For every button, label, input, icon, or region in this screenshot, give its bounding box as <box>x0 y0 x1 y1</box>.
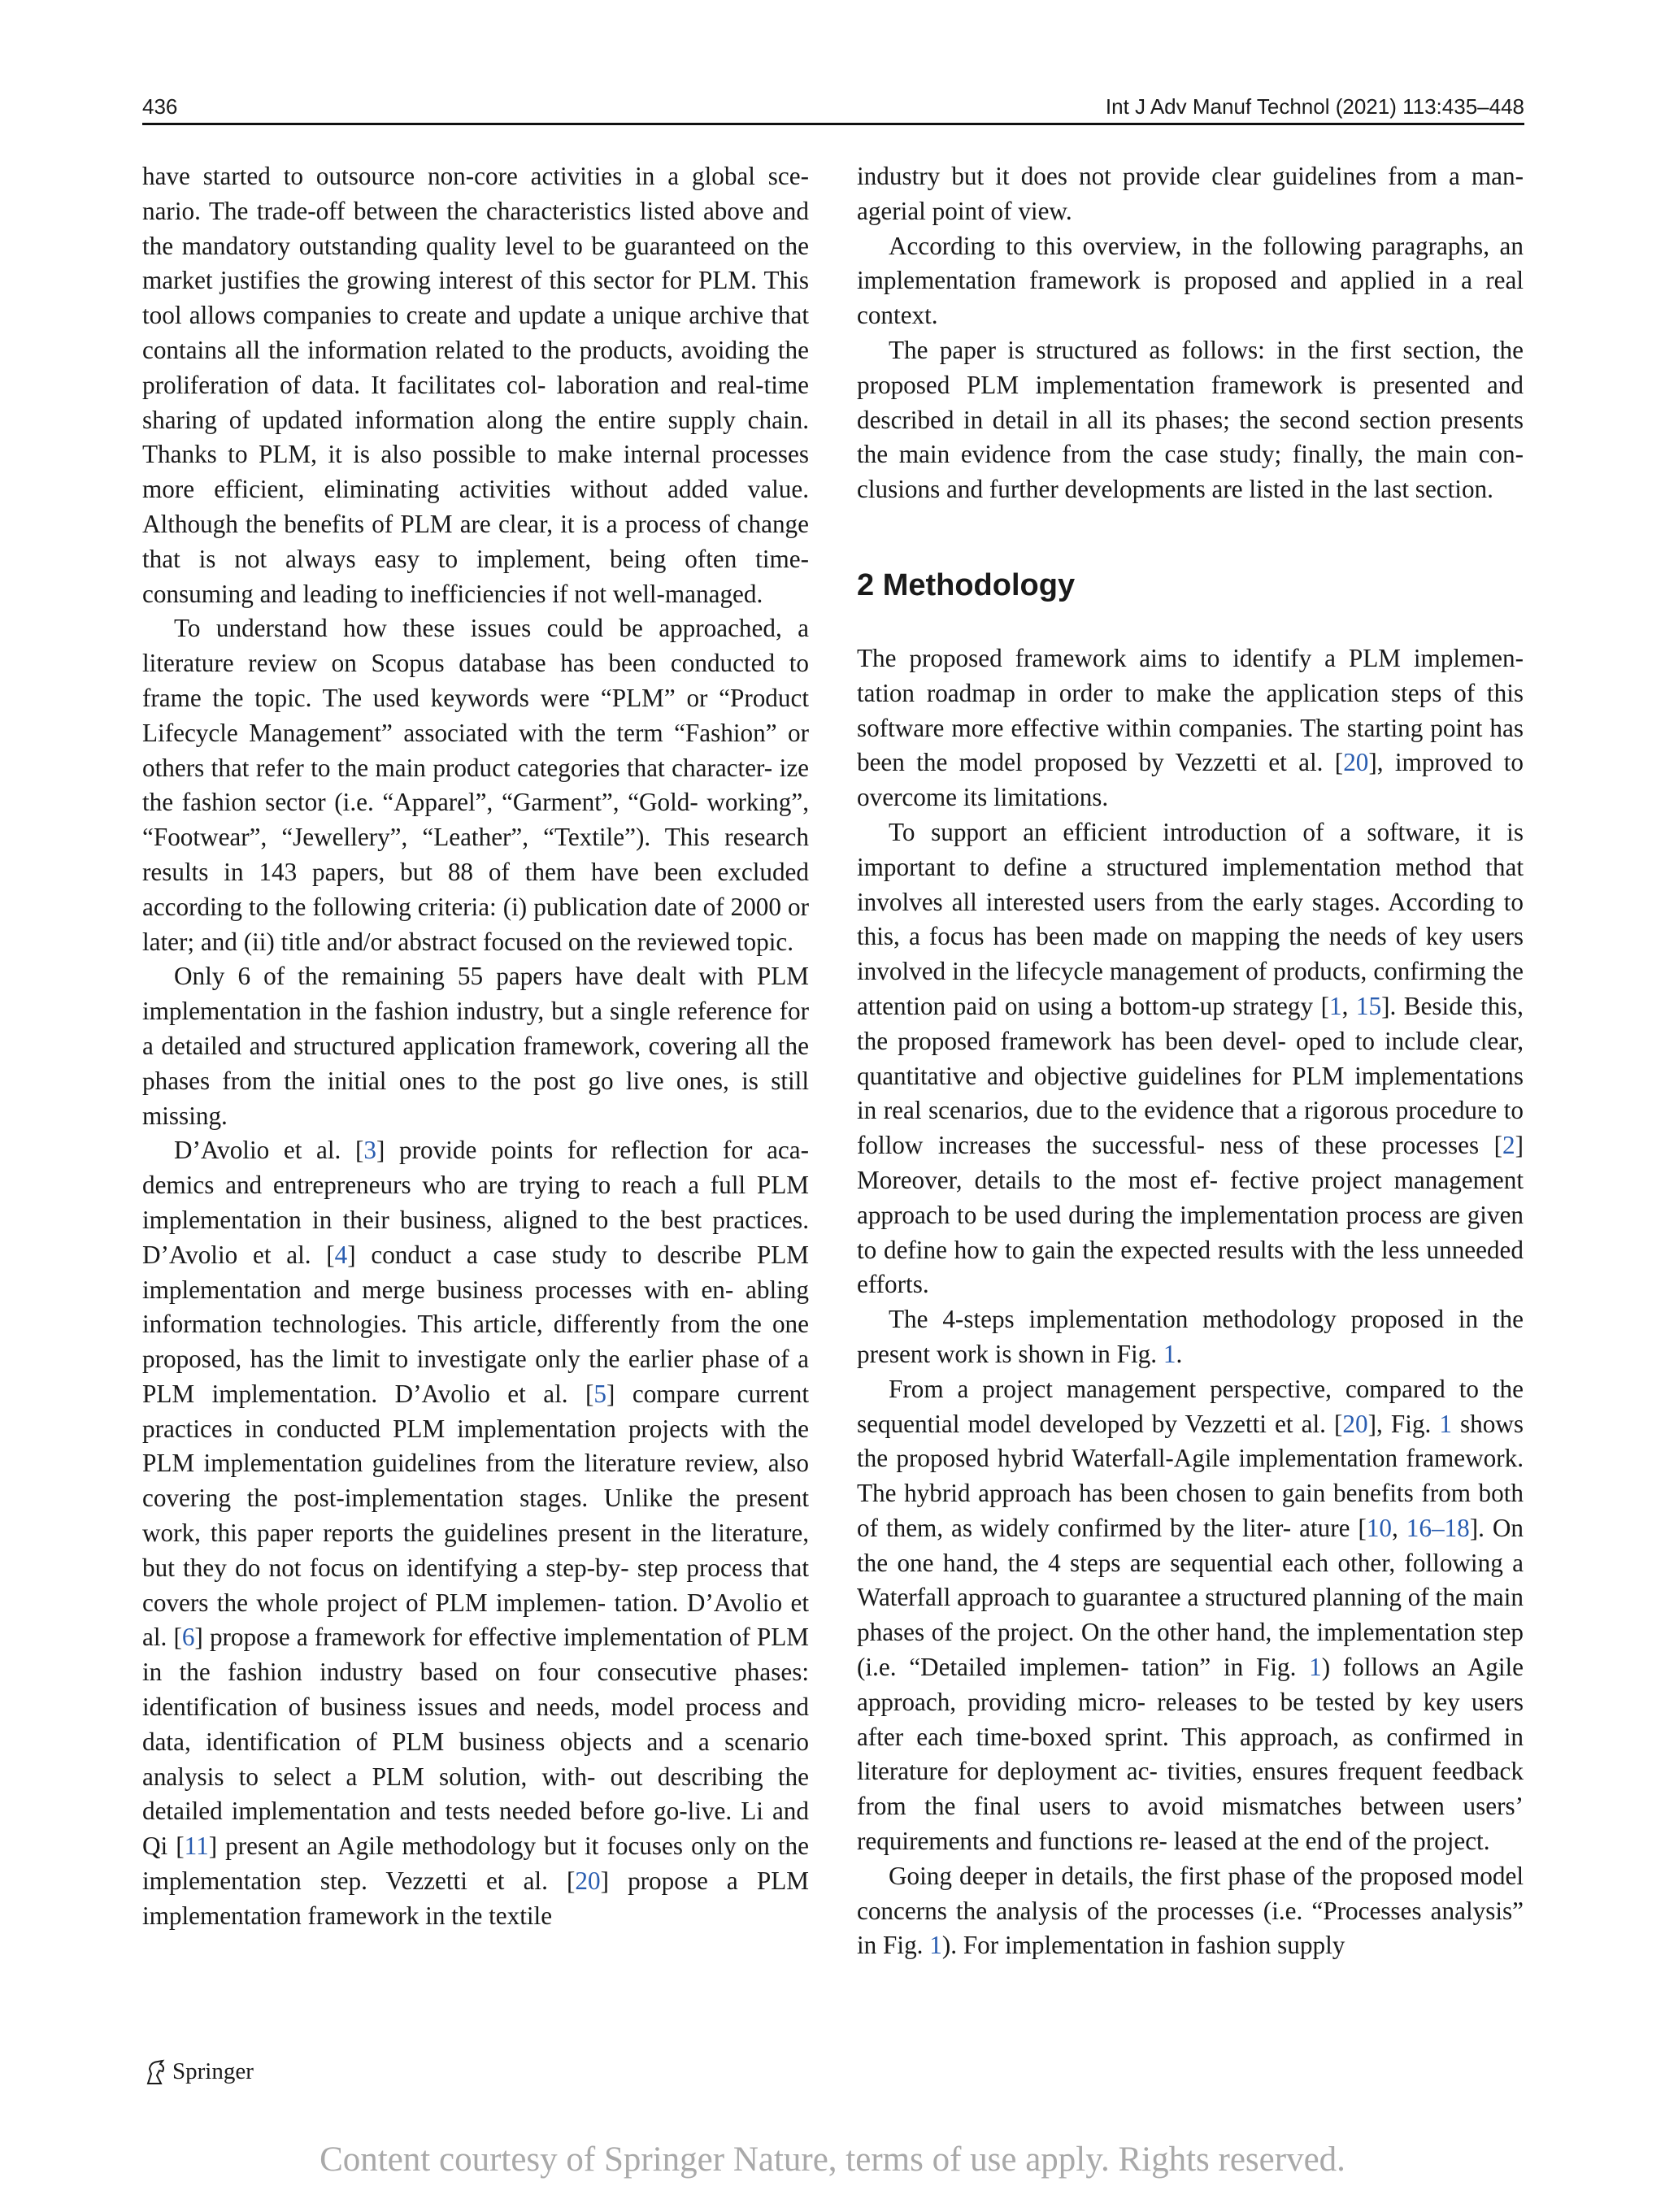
figure-link[interactable]: 1 <box>1163 1339 1176 1368</box>
paragraph: To support an efficient introduction of a software, it is important to define a structured implementation method that involves all interested users from the early stages. According to this, a focus has been made on mapping the needs of key users involved in the lifecycle management of products, confirming the attention paid on using a bottom-up strategy [1, 15]. Beside this, the proposed framework has been devel- oped to include clear, quantitative and objective guidelines for PLM implementations in real scenarios, due to the evidence that a rigorous procedure to follow increases the successful- ness of these processes [2] Moreover, details to the most ef- fective project management approach to be used during the implementation process are given to define how to gain the expected results with the less unneeded efforts. <box>857 817 1524 1299</box>
citation-link[interactable]: 5 <box>593 1379 607 1408</box>
paragraph: Only 6 of the remaining 55 papers have dealt with PLM implementation in the fashion industry, but a single reference for a detailed and structured application framework, covering all the phases from the initial ones to the post go live ones, is still missing. <box>142 962 809 1130</box>
citation-link[interactable]: 3 <box>363 1136 376 1165</box>
paragraph: D’Avolio et al. [3] provide points for reflection for aca- demics and entrepreneurs who are trying to reach a full PLM implementation in their business, aligned to the best practices. D’Avolio et al. [4] conduct a case study to describe PLM implementation and merge business processes with en- abling information technologies. This article, differently from the one proposed, has the limit to investigate only the earlier phase of a PLM implementation. D’Avolio et al. [5] compare current practices in conducted PLM implementation projects with the PLM implementation guidelines from the literature review, also covering the post-implementation stages. Unlike the present work, this paper reports the guidelines present in the literature, but they do not focus on identifying a step-by- step process that covers the whole project of PLM implemen- tation. D’Avolio et al. [6] propose a framework for effective implementation of PLM in the fashion industry based on four consecutive phases: identification of business issues and needs, model process and data, identification of PLM business objects and a scenario analysis to select a PLM solution, with- out describing the detailed implementation and tests needed before go-live. Li and Qi [11] present an Agile methodology but it focuses only on the implementation step. Vezzetti et al. [20] propose a PLM implementation framework in the textile <box>142 1136 809 1930</box>
paragraph: From a project management perspective, compared to the sequential model developed by Vezzetti et al. [20], Fig. 1 shows the proposed hybrid Waterfall-Agile implementation framework. The hybrid approach has been chosen to gain benefits from both of them, as widely confirmed by the liter- ature [10, 16–18]. On the one hand, the 4 steps are sequential each other, following a Waterfall approach to guarantee a structured planning of the main phases of the project. On the other hand, the implementation step (i.e. “Detailed implemen- tation” in Fig. 1) follows an Agile approach, providing micro- releases to be tested by key users after each time-boxed sprint. This approach, as confirmed in literature for deployment ac- tivities, ensures frequent feedback from the final users to avoid mismatches between users’ requirements and functions re- leased at the end of the project. <box>857 1374 1524 1856</box>
right-column <box>857 159 1524 1963</box>
citation-link[interactable]: 6 <box>181 1623 195 1652</box>
citation-link[interactable]: 11 <box>184 1832 209 1861</box>
left-column <box>142 159 809 1934</box>
citation-link[interactable]: 4 <box>334 1240 348 1269</box>
journal-citation: Int J Adv Manuf Technol (2021) 113:435–448 <box>1105 94 1524 119</box>
header-rule <box>142 123 1524 125</box>
citation-link[interactable]: 10 <box>1366 1513 1392 1542</box>
courtesy-notice: Content courtesy of Springer Nature, terms of use apply. Rights reserved. <box>320 2140 1345 2179</box>
publisher-name: Springer <box>172 2058 254 2084</box>
paragraph: The proposed framework aims to identify a PLM implemen- tation roadmap in order to make the application steps of this software more effective within companies. The starting point has been the model proposed by Vezzetti et al. [20], improved to overcome its limitations. <box>857 643 1524 812</box>
paragraph: To understand how these issues could be approached, a literature review on Scopus database has been conducted to frame the topic. The used keywords were “PLM” or “Product Lifecycle Management” associated with the term “Fashion” or others that refer to the main product categories that character- ize the fashion sector (i.e. “Apparel”, “Garment”, “Gold- working”, “Footwear”, “Jewellery”, “Leather”, “Textile”). This research results in 143 papers, but 88 of them have been excluded according to the following criteria: (i) publication date of 2000 or later; and (ii) title and/or abstract focused on the reviewed topic. <box>142 614 809 956</box>
citation-link[interactable]: 1 <box>1328 991 1342 1020</box>
citation-link[interactable]: 2 <box>1502 1131 1515 1160</box>
paragraph: The 4-steps implementation methodology proposed in the present work is shown in Fig. 1. <box>857 1305 1524 1368</box>
citation-link[interactable]: 16–18 <box>1406 1513 1470 1542</box>
paragraph: have started to outsource non-core activities in a global sce- nario. The trade-off between the characteristics listed above and the mandatory outstanding quality level to be guaranteed on the market justifies the growing interest of this sector for PLM. This tool allows companies to create and update a unique archive that contains all the information related to the products, avoiding the proliferation of data. It facilitates col- laboration and real-time sharing of updated information along the entire supply chain. Thanks to PLM, it is also possible to make internal processes more efficient, eliminating activities without added value. Although the benefits of PLM are clear, it is a process of change that is not always easy to implement, being often time-consuming and leading to inefficiencies if not well-managed. <box>142 162 809 608</box>
citation-link[interactable]: 15 <box>1355 991 1382 1020</box>
springer-logo <box>143 2058 254 2085</box>
paragraph: Going deeper in details, the first phase of the proposed model concerns the analysis of the processes (i.e. “Processes analysis” in Fig. 1). For implementation in fashion supply <box>857 1861 1524 1960</box>
citation-link[interactable]: 20 <box>1342 1409 1368 1438</box>
paragraph: According to this overview, in the following paragraphs, an implementation framework is proposed and applied in a real context. <box>857 231 1524 330</box>
figure-link[interactable]: 1 <box>1309 1653 1322 1682</box>
paragraph: The paper is structured as follows: in the first section, the proposed PLM implementation framework is presented and described in detail in all its phases; the second section presents the main evidence from the case study; finally, the main con- clusions and further developments are listed in the last section. <box>857 335 1524 504</box>
running-header <box>142 89 1524 125</box>
paragraph: industry but it does not provide clear guidelines from a man- agerial point of view. <box>857 162 1524 225</box>
section-heading: 2 Methodology <box>857 567 1076 602</box>
figure-link[interactable]: 1 <box>1439 1409 1452 1438</box>
citation-link[interactable]: 20 <box>575 1867 601 1896</box>
springer-horse-icon <box>143 2059 167 2085</box>
citation-link[interactable]: 20 <box>1343 748 1369 777</box>
page-number: 436 <box>142 94 178 119</box>
figure-link[interactable]: 1 <box>929 1931 942 1960</box>
